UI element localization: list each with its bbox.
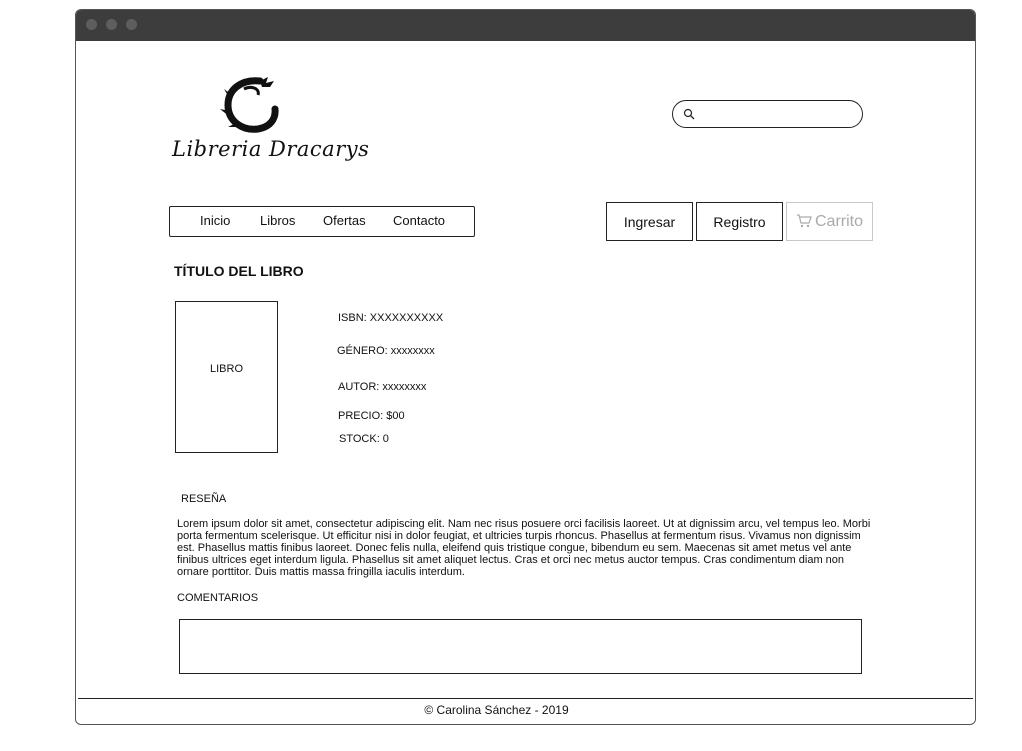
site-logo[interactable] — [172, 75, 370, 167]
cart-button[interactable] — [786, 202, 873, 241]
nav-item-libros[interactable]: Libros — [260, 213, 296, 228]
login-button[interactable]: Ingresar — [606, 202, 693, 241]
book-cover-label: LIBRO — [209, 363, 243, 375]
review-text: Lorem ipsum dolor sit amet, consectetur adipiscing elit. Nam nec risus posuere orci facilisis laoreet. Ut at dignissim arcu, vel tempus leo. Morbi porta fermentum scelerisque. Ut efficitur nisi in dolor feugiat, et ultricies turpis rhoncus. Phasellus at fermentum risus. Vivamus non dignissim est. Phasellus mattis finibus laoreet. Donec felis nulla, eleifend quis tristique congue, bibendum eu sem. Maecenas sit amet metus vel ante finibus ultrices eget interdum ligula. Phasellus sit amet aliquet lectus. Cras et orci nec metus auctor tempus. Cras condimentum diam non ornare porttitor. Duis mattis massa fringilla iaculis interdum. — [177, 518, 871, 578]
book-cover — [175, 301, 278, 453]
comments-heading: COMENTARIOS — [177, 592, 259, 604]
comments-input[interactable] — [179, 619, 862, 674]
window-titlebar — [76, 10, 975, 41]
browser-window — [75, 9, 976, 725]
review-heading: RESEÑA — [181, 493, 227, 505]
search-bar[interactable] — [672, 100, 863, 128]
book-author: AUTOR: xxxxxxxx — [338, 381, 427, 393]
window-maximize-dot[interactable] — [126, 19, 137, 30]
cart-icon — [796, 214, 812, 228]
footer-copyright: © Carolina Sánchez - 2019 — [424, 703, 569, 717]
page-content — [76, 41, 975, 724]
window-minimize-dot[interactable] — [106, 19, 117, 30]
search-icon — [683, 108, 695, 120]
nav-item-ofertas[interactable]: Ofertas — [323, 213, 366, 228]
window-close-dot[interactable] — [86, 19, 97, 30]
book-genre: GÉNERO: xxxxxxxx — [337, 345, 435, 357]
dragon-icon — [172, 75, 322, 135]
book-price: PRECIO: $00 — [338, 410, 405, 422]
search-input[interactable] — [699, 104, 854, 122]
logo-text: Libreria Dracarys — [172, 137, 370, 161]
nav-item-contacto[interactable]: Contacto — [393, 213, 446, 228]
book-stock: STOCK: 0 — [339, 433, 389, 445]
main-nav — [169, 206, 475, 237]
book-title: TÍTULO DEL LIBRO — [174, 263, 304, 279]
footer-divider — [78, 698, 973, 699]
book-isbn: ISBN: XXXXXXXXXX — [338, 312, 444, 324]
nav-item-inicio[interactable]: Inicio — [200, 213, 231, 228]
cart-label: Carrito — [814, 212, 863, 230]
register-button[interactable]: Registro — [696, 202, 783, 241]
